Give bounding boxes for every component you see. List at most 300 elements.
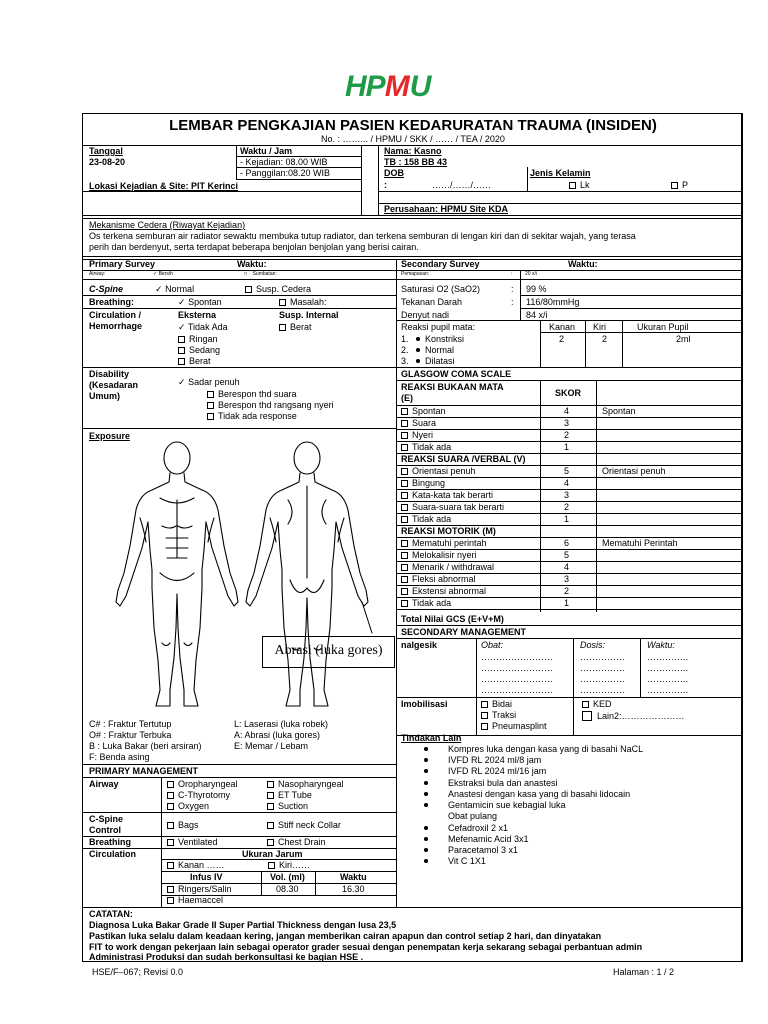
catatan-line-3: FIT to work dengan pekerjaan lain sebagai operator grader sesuai dengan penempatan kerja sekarang sebagai perbantuan admin: [89, 942, 643, 952]
berat-option[interactable]: [178, 356, 211, 367]
nama-pasien: Nama: Kasno: [384, 146, 442, 156]
konstriksi-label: Konstriksi: [425, 334, 465, 344]
bersih-label: Bersih: [158, 271, 173, 277]
oro-option[interactable]: [167, 779, 238, 790]
oro-box-icon[interactable]: [167, 781, 174, 788]
suction-box-icon[interactable]: [267, 803, 274, 810]
suara-box-icon[interactable]: [207, 391, 214, 398]
e4-box-icon[interactable]: [401, 408, 408, 415]
internal-berat-box-icon[interactable]: [279, 324, 286, 331]
sedang-label: Sedang: [189, 345, 221, 355]
nadi-value[interactable]: 84 x/i: [526, 310, 548, 320]
gcs-m-row-4[interactable]: [401, 562, 494, 573]
gcs-m-row-2[interactable]: [401, 586, 486, 597]
ked-option[interactable]: [582, 699, 612, 710]
gcs-m-row-6[interactable]: [401, 538, 487, 549]
disability-label-3: Umum): [89, 391, 120, 401]
legend-a: A: Abrasi (luka gores): [234, 730, 321, 740]
traksi-box-icon[interactable]: [481, 712, 488, 719]
primary-survey-waktu: Waktu:: [237, 259, 267, 269]
pm-circulation-label: Circulation: [89, 849, 137, 859]
check-icon: ✓: [153, 271, 158, 277]
logo-text-u: U: [409, 70, 432, 103]
logo-text-m: M: [384, 70, 410, 103]
pm-breathing-label: Breathing: [89, 837, 132, 847]
tindakan-item: [424, 789, 433, 800]
tindakan-item: [424, 856, 433, 867]
gcs-e-score-2: 2: [564, 430, 570, 440]
obat-line-4[interactable]: ……………………: [481, 685, 553, 695]
body-diagram: [100, 438, 400, 720]
tindakan-item: [424, 766, 433, 777]
tanggal-value: 23-08-20: [89, 157, 126, 167]
legend-b: B : Luka Bakar (beri arsiran): [89, 741, 202, 751]
haemaccel-label: Haemaccel: [178, 895, 224, 905]
haemaccel-option[interactable]: [167, 895, 223, 906]
catatan-line-4: Administrasi Produksi dan sudah berkonsultasi ke bagian HSE .: [89, 952, 364, 962]
legend-o: O# : Fraktur Terbuka: [89, 730, 172, 740]
ringer-label: Ringers/Salin: [178, 884, 232, 894]
kanan-label: Kanan ……: [178, 860, 225, 870]
dosis-line-2[interactable]: ……………: [580, 663, 625, 673]
masalah-box-icon[interactable]: [279, 299, 286, 306]
m6-box-icon[interactable]: [401, 540, 408, 547]
gcs-m-row-3[interactable]: [401, 574, 476, 585]
bidai-label: Bidai: [492, 699, 513, 709]
p-checkbox[interactable]: [671, 180, 688, 191]
ett-box-icon[interactable]: [267, 792, 274, 799]
gcs-e-row-3[interactable]: [401, 418, 436, 429]
gcs-v-row-3[interactable]: [401, 490, 493, 501]
tindakan-item: [424, 778, 433, 789]
primary-management-label: PRIMARY MANAGEMENT: [89, 766, 199, 776]
gcs-v-score-1: 1: [564, 514, 570, 524]
bullet-icon: [416, 359, 420, 363]
gcs-m-score-3: 3: [564, 574, 570, 584]
m1-label: Tidak ada: [412, 598, 452, 608]
pupil-kanan-value[interactable]: 2: [559, 334, 565, 344]
gcs-v-score-5: 5: [564, 466, 570, 476]
sadar-label: Sadar penuh: [188, 377, 240, 387]
nadi-label: Denyut nadi: [401, 310, 450, 320]
legend-l: L: Laserasi (luka robek): [234, 719, 329, 729]
susp-internal-label: Susp. Internal: [279, 310, 339, 320]
e2-box-icon[interactable]: [401, 432, 408, 439]
abrasi-callout-text: Abrasi (luka gores): [274, 643, 383, 658]
m4-box-icon[interactable]: [401, 564, 408, 571]
suction-option[interactable]: [267, 801, 308, 812]
waktu-kejadian: - Kejadian: 08.00 WIB: [240, 157, 328, 167]
mekanisme-label: Mekanisme Cedera (Riwayat Kejadian): [89, 220, 246, 230]
secondary-survey-label: Secondary Survey: [401, 259, 480, 269]
lk-label: Lk: [580, 180, 590, 190]
pupil-item-2: [401, 345, 454, 356]
gcs-v-note: Orientasi penuh: [602, 466, 666, 476]
oksigen-label: Oxygen: [178, 801, 210, 811]
tindakan-item: [424, 755, 433, 766]
stiff-label: Stiff neck Collar: [278, 820, 341, 830]
check-icon: ✓: [178, 322, 186, 332]
hemorrhage-label: Hemorrhage: [89, 321, 143, 331]
logo-text-hp: HP: [345, 70, 385, 103]
haemaccel-box-icon[interactable]: [167, 897, 174, 904]
jenis-kelamin-label: Jenis Kelamin: [530, 168, 591, 178]
pneumasplint-option[interactable]: [481, 721, 547, 732]
normal-label: Normal: [425, 345, 455, 355]
check-icon: ✓: [178, 297, 186, 307]
pneumasplint-label: Pneumasplint: [492, 721, 547, 731]
pupil-kiri-header: Kiri: [593, 322, 606, 332]
tindakan-item: [424, 845, 433, 856]
bags-option[interactable]: [167, 820, 199, 831]
bullet-icon: [424, 781, 428, 785]
berat-box-icon[interactable]: [178, 358, 185, 365]
pm-airway-label: Airway: [89, 779, 119, 789]
gcs-e-score-3: 3: [564, 418, 570, 428]
ventilated-box-icon[interactable]: [167, 839, 174, 846]
v2-box-icon[interactable]: [401, 504, 408, 511]
internal-berat-option[interactable]: [279, 322, 312, 333]
naso-box-icon[interactable]: [267, 781, 274, 788]
m5-label: Melokalisir nyeri: [412, 550, 477, 560]
dob-value[interactable]: ……/……/……: [432, 180, 492, 190]
dob-colon: :: [384, 180, 387, 190]
chest-option[interactable]: [267, 837, 326, 848]
tidak-respon-box-icon[interactable]: [207, 413, 214, 420]
pupil-label: Reaksi pupil mata:: [401, 322, 476, 332]
tidak-ada-label: Tidak Ada: [187, 322, 228, 332]
lain-field[interactable]: Lain2:…………………: [597, 711, 685, 721]
lain-box-icon[interactable]: [582, 711, 592, 721]
waktu-line-3[interactable]: …………..: [647, 674, 689, 684]
gcs-v-row-5[interactable]: [401, 466, 476, 477]
gcs-eye-header-2: (E): [401, 393, 413, 403]
cspine-susp-option[interactable]: [245, 284, 311, 295]
v3-box-icon[interactable]: [401, 492, 408, 499]
perusahaan: Perusahaan: HPMU Site KDA: [384, 204, 509, 214]
gcs-m-note: Mematuhi Perintah: [602, 538, 678, 548]
gcs-e-note: Spontan: [602, 406, 636, 416]
ringan-label: Ringan: [189, 334, 218, 344]
m3-box-icon[interactable]: [401, 576, 408, 583]
sedang-box-icon[interactable]: [178, 347, 185, 354]
gcs-m-row-1[interactable]: [401, 598, 451, 609]
tb-bb: TB : 158 BB 43: [384, 157, 448, 167]
traksi-option[interactable]: [481, 710, 516, 721]
m6-label: Mematuhi perintah: [412, 538, 487, 548]
tindakan-text: Paracetamol 3 x1: [448, 845, 519, 855]
obat-line-2[interactable]: ……………………: [481, 663, 553, 673]
waktu-panggilan: - Panggilan:08.20 WIB: [240, 168, 331, 178]
ett-option[interactable]: [267, 790, 312, 801]
nyeri-option[interactable]: [207, 400, 334, 411]
breathing-spontan-label: Spontan: [188, 297, 222, 307]
bullet-icon: [416, 337, 420, 341]
suara-option[interactable]: [207, 389, 297, 400]
bullet-icon: [424, 758, 428, 762]
pupil-num-3: 3.: [401, 356, 409, 366]
primary-survey-label: Primary Survey: [89, 259, 156, 269]
m3-label: Fleksi abnormal: [412, 574, 476, 584]
breathing-label: Breathing:: [89, 297, 134, 307]
pupil-num-1: 1.: [401, 334, 409, 344]
bullet-icon: [424, 792, 428, 796]
gcs-m-score-1: 1: [564, 598, 570, 608]
tindakan-text: Kompres luka dengan kasa yang di basahi NaCL: [448, 744, 644, 754]
stiff-option[interactable]: [267, 820, 341, 831]
suara-label: Berespon thd suara: [218, 389, 297, 399]
m1-box-icon[interactable]: [401, 600, 408, 607]
ked-label: KED: [593, 699, 612, 709]
v5-label: Orientasi penuh: [412, 466, 476, 476]
waktu-line-1[interactable]: …………..: [647, 652, 689, 662]
tidak-respon-label: Tidak ada response: [218, 411, 297, 421]
m2-box-icon[interactable]: [401, 588, 408, 595]
dosis-header: Dosis:: [580, 640, 606, 650]
v1-label: Tidak ada: [412, 514, 452, 524]
pemapasan-value: 20 x/i: [525, 271, 537, 277]
obat-line-3[interactable]: ……………………: [481, 674, 553, 684]
ringan-box-icon[interactable]: [178, 336, 185, 343]
oro-label: Oropharyngeal: [178, 779, 238, 789]
footer-page-number: Halaman : 1 / 2: [613, 967, 675, 977]
mekanisme-line-1: Os terkena semburan air radiator sewaktu membuka tutup radiator, dan terkena semburan di lengan kiri dan di sekitar wajah, yang terasa: [89, 231, 636, 241]
v4-box-icon[interactable]: [401, 480, 408, 487]
bullet-icon: [424, 848, 428, 852]
kiri-option[interactable]: [268, 860, 310, 871]
sumbatan-box-icon: □: [244, 271, 248, 277]
tindakan-text: Gentamicin sue kebagial luka: [448, 800, 566, 810]
td-label: Tekanan Darah: [401, 297, 463, 307]
m5-box-icon[interactable]: [401, 552, 408, 559]
gcs-m-score-6: 6: [564, 538, 570, 548]
e3-label: Suara: [412, 418, 437, 428]
dob-label: DOB: [384, 168, 404, 178]
gcs-e-row-4[interactable]: [401, 406, 446, 417]
gcs-total-label: Total Nilai GCS (E+V+M): [401, 614, 504, 624]
gcs-v-row-2[interactable]: [401, 502, 504, 513]
kanan-box-icon[interactable]: [167, 862, 174, 869]
exposure-label: Exposure: [89, 431, 131, 441]
sadar-option[interactable]: [178, 377, 240, 388]
tindakan-text: Ekstraksi bula dan anastesi: [448, 778, 558, 788]
waktu-infus-label: Waktu: [340, 872, 367, 882]
sumbatan-label: Sumbatan:: [252, 271, 277, 277]
m2-label: Ekstensi abnormal: [412, 586, 487, 596]
bags-box-icon[interactable]: [167, 822, 174, 829]
dosis-line-4[interactable]: ……………: [580, 685, 625, 695]
oksigen-box-icon[interactable]: [167, 803, 174, 810]
pupil-item-1: [401, 334, 464, 345]
gcs-verbal-header: REAKSI SUARA /VERBAL (V): [401, 454, 526, 464]
pointer-line-icon: [362, 602, 372, 633]
sao2-label: Saturasi O2 (SaO2): [401, 284, 481, 294]
internal-berat-label: Berat: [290, 322, 312, 332]
ringer-option[interactable]: [167, 884, 232, 895]
tindakan-text: Mefenamic Acid 3x1: [448, 834, 529, 844]
gcs-v-row-4[interactable]: [401, 478, 445, 489]
pm-cspine-label-2: Control: [89, 825, 121, 835]
pupil-ukuran-value[interactable]: 2ml: [676, 334, 691, 344]
airway-small-label: Airway:: [89, 271, 106, 277]
sao2-colon: :: [511, 284, 514, 294]
bullet-icon: [424, 826, 428, 830]
ked-box-icon[interactable]: [582, 701, 589, 708]
vol-ml-label: Vol. (ml): [270, 872, 305, 882]
analgesik-label: nalgesik: [401, 640, 438, 650]
bullet-icon: [424, 769, 428, 773]
td-value[interactable]: 116/80mmHg: [526, 297, 580, 307]
lk-checkbox[interactable]: [569, 180, 590, 191]
tindakan-text: Obat pulang: [448, 811, 498, 821]
bullet-icon: [424, 859, 428, 863]
tindakan-item: [424, 744, 433, 755]
gcs-m-score-2: 2: [564, 586, 570, 596]
tindakan-text: Cefadroxil 2 x1: [448, 823, 509, 833]
kanan-option[interactable]: [167, 860, 225, 871]
lk-box-icon[interactable]: [569, 182, 576, 189]
bidai-option[interactable]: [481, 699, 512, 710]
stiff-box-icon[interactable]: [267, 822, 274, 829]
susp-cedera-box-icon[interactable]: [245, 286, 252, 293]
gcs-v-row-1[interactable]: [401, 514, 451, 525]
ringer-vol: 08.30: [276, 884, 299, 894]
tidak-ada-option[interactable]: [178, 322, 228, 333]
pupil-num-2: 2.: [401, 345, 409, 355]
p-label: P: [682, 180, 689, 190]
catatan-label: CATATAN:: [89, 909, 133, 919]
tidak-respon-option[interactable]: [207, 411, 297, 422]
berat-label: Berat: [189, 356, 211, 366]
waktu-line-4[interactable]: …………..: [647, 685, 689, 695]
bullet-icon: [424, 803, 428, 807]
e1-label: Tidak ada: [412, 442, 452, 452]
pemapasan-label: Pemapasan:: [401, 271, 430, 277]
waktu-header: Waktu:: [647, 640, 675, 650]
tindakan-item: [424, 823, 433, 834]
tindakan-text: IVFD RL 2024 ml/8 jam: [448, 755, 542, 765]
gcs-v-score-3: 3: [564, 490, 570, 500]
gcs-e-score-4: 4: [564, 406, 570, 416]
secondary-survey-waktu: Waktu:: [568, 259, 598, 269]
bullet-icon: [424, 747, 428, 751]
gcs-m-score-4: 4: [564, 562, 570, 572]
ringer-waktu: 16.30: [342, 884, 365, 894]
suction-label: Suction: [278, 801, 309, 811]
kiri-box-icon[interactable]: [268, 862, 275, 869]
tindakan-item: [424, 800, 433, 811]
legend-f: F: Benda asing: [89, 752, 150, 762]
m4-label: Menarik / withdrawal: [412, 562, 495, 572]
disability-label-2: (Kesadaran: [89, 380, 139, 390]
dilatasi-label: Dilatasi: [425, 356, 455, 366]
company-logo: [345, 70, 465, 104]
gcs-m-score-5: 5: [564, 550, 570, 560]
naso-option[interactable]: [267, 779, 344, 790]
tanggal-label: Tanggal: [89, 146, 123, 156]
ventilated-option[interactable]: [167, 837, 218, 848]
oksigen-option[interactable]: [167, 801, 209, 812]
gcs-label: GLASGOW COMA SCALE: [401, 369, 512, 379]
sedang-option[interactable]: [178, 345, 220, 356]
e4-label: Spontan: [412, 406, 446, 416]
sao2-value[interactable]: 99 %: [526, 284, 547, 294]
ringer-box-icon[interactable]: [167, 886, 174, 893]
v3-label: Kata-kata tak berarti: [412, 490, 494, 500]
cthy-box-icon[interactable]: [167, 792, 174, 799]
check-icon: ✓: [155, 284, 163, 294]
sumbatan-option[interactable]: [244, 271, 277, 277]
mekanisme-line-2: perih dan berdenyut, serta terdapat beberapa benjolan benjolan yang berisi cairan.: [89, 242, 419, 252]
gcs-skor-header: SKOR: [555, 388, 582, 398]
gcs-e-row-1[interactable]: [401, 442, 451, 453]
v1-box-icon[interactable]: [401, 516, 408, 523]
cspine-normal-option[interactable]: [155, 284, 194, 295]
gcs-e-row-2[interactable]: [401, 430, 433, 441]
p-box-icon[interactable]: [671, 182, 678, 189]
waktu-jam-label: Waktu / Jam: [240, 146, 293, 156]
bersih-option[interactable]: [153, 271, 173, 277]
disability-label-1: Disability: [89, 369, 130, 379]
tindakan-lain-label: Tindakan Lain: [401, 733, 462, 743]
ventilated-label: Ventilated: [178, 837, 218, 847]
gcs-e-score-1: 1: [564, 442, 570, 452]
waktu-line-2[interactable]: …………..: [647, 663, 689, 673]
naso-label: Nasopharyngeal: [278, 779, 344, 789]
gcs-motor-header: REAKSI MOTORIK (M): [401, 526, 496, 536]
dosis-line-1[interactable]: ……………: [580, 652, 625, 662]
v4-label: Bingung: [412, 478, 446, 488]
td-colon: :: [511, 297, 514, 307]
breathing-spontan-option[interactable]: [178, 297, 222, 308]
v5-box-icon[interactable]: [401, 468, 408, 475]
traksi-label: Traksi: [492, 710, 517, 720]
legend-c: C# : Fraktur Tertutup: [89, 719, 172, 729]
tindakan-text: Anastesi dengan kasa yang di basahi lidocain: [448, 789, 631, 799]
nyeri-box-icon[interactable]: [207, 402, 214, 409]
front-body-icon: [116, 442, 238, 706]
chest-box-icon[interactable]: [267, 839, 274, 846]
dosis-line-3[interactable]: ……………: [580, 674, 625, 684]
e1-box-icon[interactable]: [401, 444, 408, 451]
masalah-label: Masalah:: [290, 297, 327, 307]
tindakan-text: Vit C 1X1: [448, 856, 486, 866]
bidai-box-icon[interactable]: [481, 701, 488, 708]
eksterna-label: Eksterna: [178, 310, 217, 320]
cthy-option[interactable]: [167, 790, 230, 801]
ringan-option[interactable]: [178, 334, 218, 345]
gcs-eye-header-1: REAKSI BUKAAN MATA: [401, 382, 504, 392]
infus-iv-label: Infus IV: [190, 872, 223, 882]
breathing-masalah-option[interactable]: [279, 297, 327, 308]
circulation-label: Circulation /: [89, 310, 142, 320]
ukuran-jarum-label: Ukuran Jarum: [242, 849, 303, 859]
tindakan-item: [424, 834, 433, 845]
cspine-normal-label: Normal: [165, 284, 195, 294]
check-icon: ✓: [178, 377, 186, 387]
kiri-label: Kiri……: [279, 860, 310, 870]
catatan-line-1: Diagnosa Luka Bakar Grade II Super Partial Thickness dengan lusa 23,5: [89, 920, 397, 930]
e3-box-icon[interactable]: [401, 420, 408, 427]
pupil-kiri-value[interactable]: 2: [602, 334, 608, 344]
tindakan-text: IVFD RL 2024 ml/16 jam: [448, 766, 547, 776]
obat-line-1[interactable]: ……………………: [481, 652, 553, 662]
gcs-m-row-5[interactable]: [401, 550, 477, 561]
v2-label: Suara-suara tak berarti: [412, 502, 505, 512]
bags-label: Bags: [178, 820, 199, 830]
pupil-ukuran-header: Ukuran Pupil: [637, 322, 689, 332]
pneumasplint-box-icon[interactable]: [481, 723, 488, 730]
